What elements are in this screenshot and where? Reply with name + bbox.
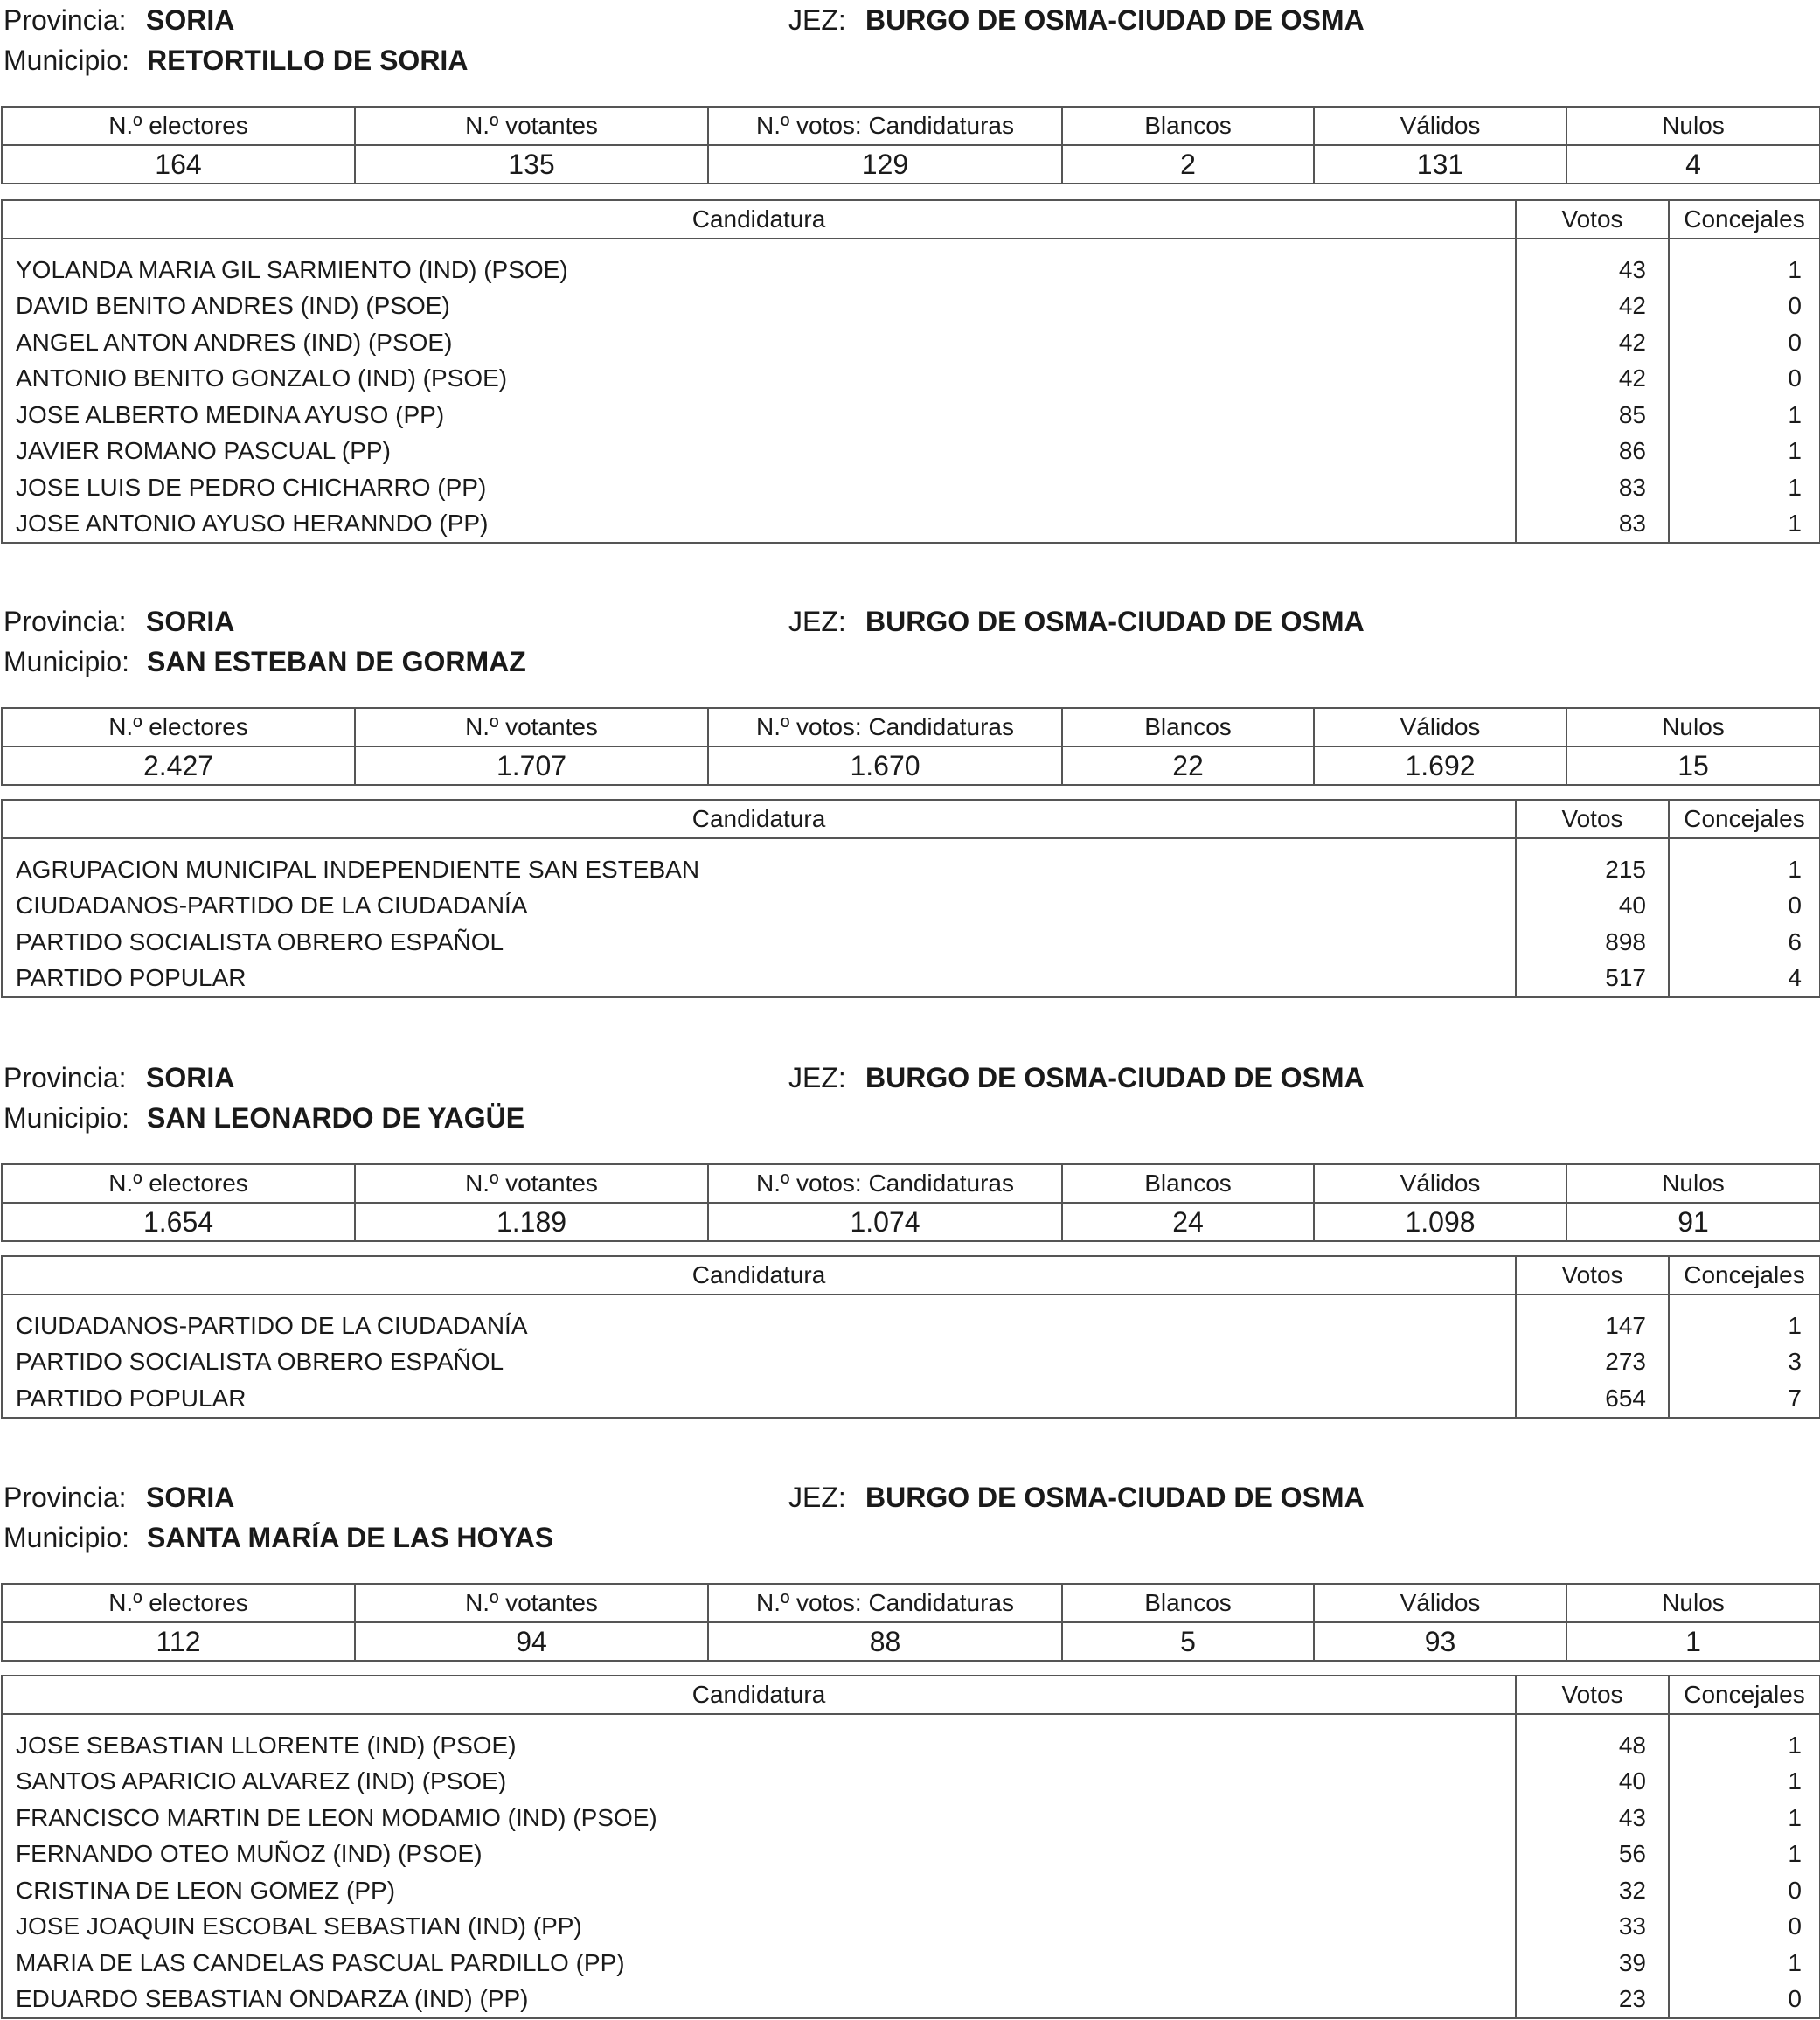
candidate-votes: 39 — [1516, 1945, 1669, 1982]
candidate-votes: 86 — [1516, 434, 1669, 470]
nulos-value: 15 — [1566, 746, 1820, 785]
candidate-councillors: 0 — [1669, 888, 1820, 925]
table-row — [2, 1800, 1820, 1836]
candidate-votes: 273 — [1516, 1344, 1669, 1381]
provincia-value: SORIA — [146, 1482, 235, 1513]
votantes-value: 1.707 — [355, 746, 708, 785]
nulos-value: 91 — [1566, 1203, 1820, 1241]
votos-header: Votos — [1516, 800, 1669, 838]
candidate-councillors: 1 — [1669, 838, 1820, 888]
candidate-councillors: 1 — [1669, 1295, 1820, 1344]
votos-candidaturas-value: 88 — [708, 1622, 1062, 1661]
provincia-label: Provincia: — [3, 4, 127, 36]
candidate-votes: 654 — [1516, 1380, 1669, 1418]
candidate-councillors: 1 — [1669, 1836, 1820, 1873]
candidate-name: CIUDADANOS-PARTIDO DE LA CIUDADANÍA — [2, 888, 1516, 925]
votantes-header: N.º votantes — [355, 1584, 708, 1622]
candidate-councillors: 1 — [1669, 1714, 1820, 1764]
table-row — [2, 1714, 1820, 1764]
jez-value: BURGO DE OSMA-CIUDAD DE OSMA — [865, 4, 1365, 36]
provincia-value: SORIA — [146, 1062, 235, 1093]
votos-candidaturas-header: N.º votos: Candidaturas — [708, 708, 1062, 746]
candidate-name: CIUDADANOS-PARTIDO DE LA CIUDADANÍA — [2, 1295, 1516, 1344]
candidate-votes: 147 — [1516, 1295, 1669, 1344]
table-row — [2, 1945, 1820, 1982]
candidatura-header: Candidatura — [2, 1256, 1516, 1295]
stats-table — [1, 1163, 1820, 1242]
candidate-councillors: 0 — [1669, 1909, 1820, 1946]
electores-header: N.º electores — [2, 708, 355, 746]
municipio-line — [0, 1098, 1820, 1138]
stats-header-row — [2, 1584, 1820, 1622]
candidate-name: PARTIDO SOCIALISTA OBRERO ESPAÑOL — [2, 924, 1516, 961]
stats-table — [1, 1583, 1820, 1662]
votos-header: Votos — [1516, 1676, 1669, 1714]
provincia-line — [0, 601, 1820, 642]
candidate-votes: 85 — [1516, 397, 1669, 434]
candidate-votes: 43 — [1516, 1800, 1669, 1836]
concejales-header: Concejales — [1669, 200, 1820, 239]
candidate-votes: 32 — [1516, 1872, 1669, 1909]
municipality-section — [0, 0, 1820, 538]
stats-value-row — [2, 1203, 1820, 1241]
electores-value: 1.654 — [2, 1203, 355, 1241]
provincia-label: Provincia: — [3, 1482, 127, 1513]
candidate-votes: 33 — [1516, 1909, 1669, 1946]
jez-label: JEZ: — [788, 1482, 846, 1513]
votantes-header: N.º votantes — [355, 708, 708, 746]
candidatura-header: Candidatura — [2, 200, 1516, 239]
blancos-value: 24 — [1062, 1203, 1314, 1241]
candidatura-header: Candidatura — [2, 1676, 1516, 1714]
candidate-councillors: 1 — [1669, 1945, 1820, 1982]
stats-header-row — [2, 1164, 1820, 1203]
candidate-councillors: 0 — [1669, 1872, 1820, 1909]
jez-label: JEZ: — [788, 1062, 846, 1093]
municipio-line — [0, 40, 1820, 80]
provincia-line — [0, 1058, 1820, 1098]
candidate-votes: 215 — [1516, 838, 1669, 888]
municipality-section — [0, 1477, 1820, 2013]
candidates-table — [1, 1675, 1820, 2019]
candidate-councillors: 0 — [1669, 1982, 1820, 2019]
candidate-votes: 517 — [1516, 961, 1669, 998]
stats-table — [1, 106, 1820, 184]
votantes-value: 1.189 — [355, 1203, 708, 1241]
candidate-votes: 42 — [1516, 324, 1669, 361]
candidate-name: JOSE ALBERTO MEDINA AYUSO (PP) — [2, 397, 1516, 434]
jez-value: BURGO DE OSMA-CIUDAD DE OSMA — [865, 1482, 1365, 1513]
electores-value: 112 — [2, 1622, 355, 1661]
validos-header: Válidos — [1314, 107, 1566, 145]
municipio-value: SANTA MARÍA DE LAS HOYAS — [147, 1522, 554, 1553]
table-row — [2, 288, 1820, 325]
validos-value: 1.098 — [1314, 1203, 1566, 1241]
candidate-name: JOSE SEBASTIAN LLORENTE (IND) (PSOE) — [2, 1714, 1516, 1764]
candidates-table — [1, 799, 1820, 998]
candidates-table — [1, 199, 1820, 544]
table-row — [2, 361, 1820, 398]
validos-value: 93 — [1314, 1622, 1566, 1661]
table-row — [2, 1764, 1820, 1801]
provincia-label: Provincia: — [3, 606, 127, 637]
municipality-section — [0, 1058, 1820, 1412]
votos-candidaturas-value: 129 — [708, 145, 1062, 184]
table-row — [2, 1380, 1820, 1418]
votos-candidaturas-header: N.º votos: Candidaturas — [708, 1584, 1062, 1622]
table-row — [2, 469, 1820, 506]
candidate-name: YOLANDA MARIA GIL SARMIENTO (IND) (PSOE) — [2, 239, 1516, 288]
candidate-councillors: 6 — [1669, 924, 1820, 961]
municipality-section — [0, 601, 1820, 992]
jez-value: BURGO DE OSMA-CIUDAD DE OSMA — [865, 1062, 1365, 1093]
candidate-name: JOSE JOAQUIN ESCOBAL SEBASTIAN (IND) (PP) — [2, 1909, 1516, 1946]
table-row — [2, 239, 1820, 288]
candidates-header-row — [2, 200, 1820, 239]
nulos-value: 1 — [1566, 1622, 1820, 1661]
candidates-header-row — [2, 1676, 1820, 1714]
votantes-header: N.º votantes — [355, 1164, 708, 1203]
candidates-table — [1, 1255, 1820, 1419]
electores-header: N.º electores — [2, 1584, 355, 1622]
candidate-votes: 48 — [1516, 1714, 1669, 1764]
table-row — [2, 1872, 1820, 1909]
table-row — [2, 506, 1820, 544]
provincia-label: Provincia: — [3, 1062, 127, 1093]
electores-header: N.º electores — [2, 107, 355, 145]
jez-label: JEZ: — [788, 606, 846, 637]
municipio-label: Municipio: — [3, 1102, 130, 1134]
candidate-name: PARTIDO POPULAR — [2, 961, 1516, 998]
candidate-name: JOSE LUIS DE PEDRO CHICHARRO (PP) — [2, 469, 1516, 506]
nulos-header: Nulos — [1566, 1164, 1820, 1203]
candidates-body — [2, 239, 1820, 543]
stats-value-row — [2, 746, 1820, 785]
municipio-value: RETORTILLO DE SORIA — [147, 45, 469, 76]
table-row — [2, 888, 1820, 925]
municipio-label: Municipio: — [3, 1522, 130, 1553]
candidate-councillors: 4 — [1669, 961, 1820, 998]
table-row — [2, 1836, 1820, 1873]
concejales-header: Concejales — [1669, 1256, 1820, 1295]
table-row — [2, 434, 1820, 470]
votos-candidaturas-value: 1.670 — [708, 746, 1062, 785]
table-row — [2, 1909, 1820, 1946]
candidate-votes: 83 — [1516, 506, 1669, 544]
validos-value: 131 — [1314, 145, 1566, 184]
validos-value: 1.692 — [1314, 746, 1566, 785]
stats-header-row — [2, 708, 1820, 746]
candidate-councillors: 1 — [1669, 239, 1820, 288]
candidates-header-row — [2, 1256, 1820, 1295]
votantes-header: N.º votantes — [355, 107, 708, 145]
candidate-name: JOSE ANTONIO AYUSO HERANNDO (PP) — [2, 506, 1516, 544]
table-row — [2, 961, 1820, 998]
blancos-header: Blancos — [1062, 1164, 1314, 1203]
candidate-votes: 83 — [1516, 469, 1669, 506]
candidates-header-row — [2, 800, 1820, 838]
concejales-header: Concejales — [1669, 800, 1820, 838]
blancos-header: Blancos — [1062, 1584, 1314, 1622]
nulos-header: Nulos — [1566, 1584, 1820, 1622]
candidate-councillors: 0 — [1669, 324, 1820, 361]
votantes-value: 94 — [355, 1622, 708, 1661]
stats-table — [1, 707, 1820, 786]
candidates-body — [2, 1295, 1820, 1418]
votos-header: Votos — [1516, 1256, 1669, 1295]
candidate-councillors: 0 — [1669, 361, 1820, 398]
provincia-line — [0, 0, 1820, 40]
candidate-name: ANTONIO BENITO GONZALO (IND) (PSOE) — [2, 361, 1516, 398]
provincia-value: SORIA — [146, 606, 235, 637]
stats-header-row — [2, 107, 1820, 145]
votos-candidaturas-header: N.º votos: Candidaturas — [708, 1164, 1062, 1203]
candidate-name: JAVIER ROMANO PASCUAL (PP) — [2, 434, 1516, 470]
candidate-name: DAVID BENITO ANDRES (IND) (PSOE) — [2, 288, 1516, 325]
votos-header: Votos — [1516, 200, 1669, 239]
jez-value: BURGO DE OSMA-CIUDAD DE OSMA — [865, 606, 1365, 637]
candidate-name: MARIA DE LAS CANDELAS PASCUAL PARDILLO (PP) — [2, 1945, 1516, 1982]
candidate-councillors: 1 — [1669, 1800, 1820, 1836]
blancos-header: Blancos — [1062, 107, 1314, 145]
candidates-body — [2, 1714, 1820, 2018]
candidate-votes: 42 — [1516, 361, 1669, 398]
stats-value-row — [2, 1622, 1820, 1661]
municipio-line — [0, 1517, 1820, 1558]
provincia-value: SORIA — [146, 4, 235, 36]
candidate-name: PARTIDO POPULAR — [2, 1380, 1516, 1418]
electores-header: N.º electores — [2, 1164, 355, 1203]
candidate-votes: 23 — [1516, 1982, 1669, 2019]
candidate-councillors: 1 — [1669, 506, 1820, 544]
candidate-councillors: 1 — [1669, 1764, 1820, 1801]
candidate-name: ANGEL ANTON ANDRES (IND) (PSOE) — [2, 324, 1516, 361]
candidatura-header: Candidatura — [2, 800, 1516, 838]
nulos-value: 4 — [1566, 145, 1820, 184]
candidate-name: AGRUPACION MUNICIPAL INDEPENDIENTE SAN ESTEBAN — [2, 838, 1516, 888]
candidate-name: FERNANDO OTEO MUÑOZ (IND) (PSOE) — [2, 1836, 1516, 1873]
candidate-votes: 898 — [1516, 924, 1669, 961]
votantes-value: 135 — [355, 145, 708, 184]
table-row — [2, 838, 1820, 888]
candidate-votes: 40 — [1516, 1764, 1669, 1801]
candidates-body — [2, 838, 1820, 997]
table-row — [2, 1344, 1820, 1381]
municipio-value: SAN LEONARDO DE YAGÜE — [147, 1102, 525, 1134]
votos-candidaturas-value: 1.074 — [708, 1203, 1062, 1241]
nulos-header: Nulos — [1566, 708, 1820, 746]
municipio-label: Municipio: — [3, 45, 130, 76]
blancos-value: 2 — [1062, 145, 1314, 184]
validos-header: Válidos — [1314, 1584, 1566, 1622]
blancos-value: 22 — [1062, 746, 1314, 785]
candidate-councillors: 3 — [1669, 1344, 1820, 1381]
blancos-value: 5 — [1062, 1622, 1314, 1661]
candidate-councillors: 1 — [1669, 434, 1820, 470]
table-row — [2, 397, 1820, 434]
candidate-votes: 42 — [1516, 288, 1669, 325]
concejales-header: Concejales — [1669, 1676, 1820, 1714]
stats-value-row — [2, 145, 1820, 184]
electores-value: 164 — [2, 145, 355, 184]
candidate-councillors: 7 — [1669, 1380, 1820, 1418]
table-row — [2, 324, 1820, 361]
candidate-councillors: 0 — [1669, 288, 1820, 325]
candidate-name: EDUARDO SEBASTIAN ONDARZA (IND) (PP) — [2, 1982, 1516, 2019]
municipio-value: SAN ESTEBAN DE GORMAZ — [147, 646, 526, 677]
jez-label: JEZ: — [788, 4, 846, 36]
candidate-name: SANTOS APARICIO ALVAREZ (IND) (PSOE) — [2, 1764, 1516, 1801]
candidate-votes: 43 — [1516, 239, 1669, 288]
nulos-header: Nulos — [1566, 107, 1820, 145]
candidate-councillors: 1 — [1669, 469, 1820, 506]
provincia-line — [0, 1477, 1820, 1517]
table-row — [2, 1982, 1820, 2019]
votos-candidaturas-header: N.º votos: Candidaturas — [708, 107, 1062, 145]
candidate-name: PARTIDO SOCIALISTA OBRERO ESPAÑOL — [2, 1344, 1516, 1381]
validos-header: Válidos — [1314, 1164, 1566, 1203]
validos-header: Válidos — [1314, 708, 1566, 746]
candidate-councillors: 1 — [1669, 397, 1820, 434]
table-row — [2, 1295, 1820, 1344]
candidate-votes: 56 — [1516, 1836, 1669, 1873]
candidate-votes: 40 — [1516, 888, 1669, 925]
candidate-name: FRANCISCO MARTIN DE LEON MODAMIO (IND) (PSOE) — [2, 1800, 1516, 1836]
table-row — [2, 924, 1820, 961]
blancos-header: Blancos — [1062, 708, 1314, 746]
municipio-label: Municipio: — [3, 646, 130, 677]
electores-value: 2.427 — [2, 746, 355, 785]
municipio-line — [0, 642, 1820, 682]
candidate-name: CRISTINA DE LEON GOMEZ (PP) — [2, 1872, 1516, 1909]
